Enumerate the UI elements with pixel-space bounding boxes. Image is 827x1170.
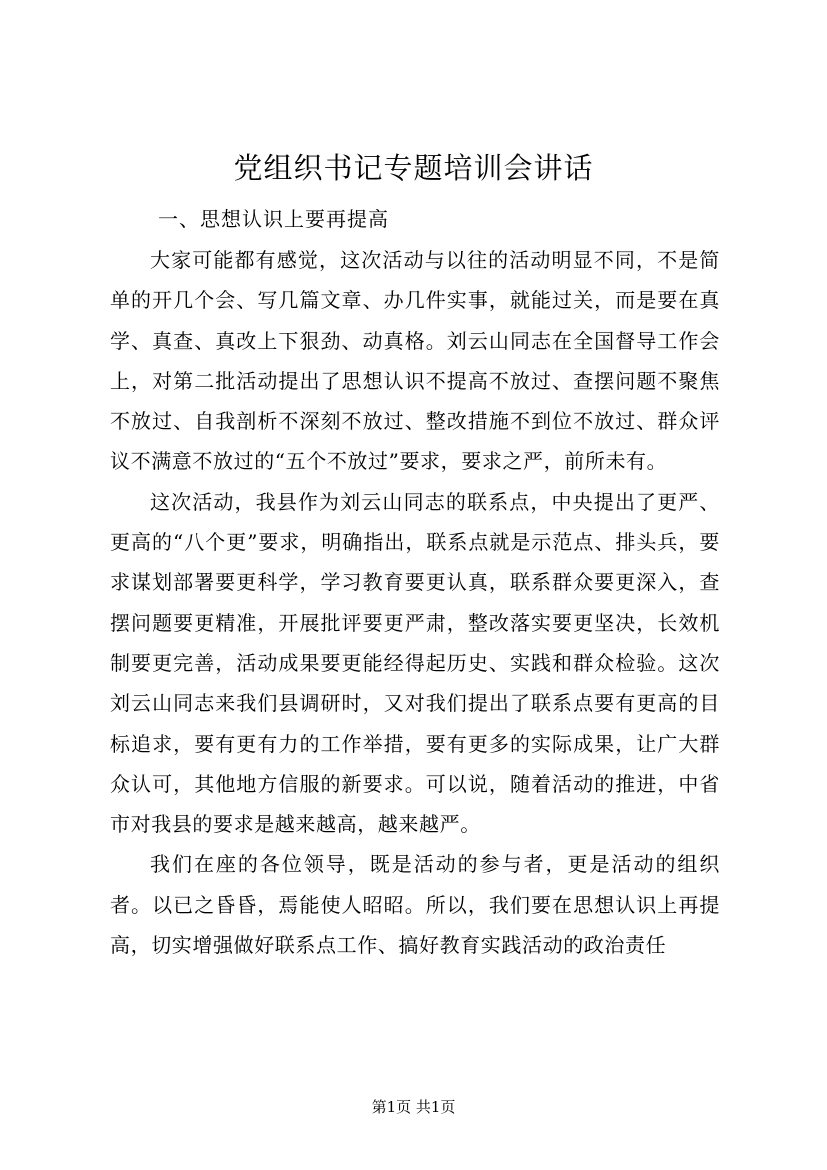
document-title: 党组织书记专题培训会讲话	[233, 151, 594, 185]
page-number-footer: 第1页 共1页	[371, 1098, 456, 1116]
paragraph-3: 我们在座的各位领导，既是活动的参与者，更是活动的组织者。以已之昏昏，焉能使人昭昭。所以，我们要在思想认识上再提高，切实增强做好联系点工作、搞好教育实践活动的政治责任	[110, 852, 720, 958]
paragraph-2: 这次活动，我县作为刘云山同志的联系点，中央提出了更严、更高的“八个更”要求，明确指出，联系点就是示范点、排头兵，要求谋划部署要更科学，学习教育要更认真，联系群众要更深入，查摆问题要更精准，开展批评要更严肃，整改落实要更坚决，长效机制要更完善，活动成果要更能经得起历史、实践和群众检验。这次刘云山同志来我们县调研时，又对我们提出了联系点要有更高的目标追求，要有更有力的工作举措，要有更多的实际成果，让广大群众认可，其他地方信服的新要求。可以说，随着活动的推进，中省市对我县的要求是越来越高，越来越严。	[110, 489, 720, 837]
section-heading: 一、思想认识上要再提高	[158, 207, 389, 231]
document-body	[110, 240, 720, 965]
paragraph-1: 大家可能都有感觉，这次活动与以往的活动明显不同，不是简单的开几个会、写几篇文章、办几件实事，就能过关，而是要在真学、真查、真改上下狠劲、动真格。刘云山同志在全国督导工作会上，对第二批活动提出了思想认识不提高不放过、查摆问题不聚焦不放过、自我剖析不深刻不放过、整改措施不到位不放过、群众评议不满意不放过的“五个不放过”要求，要求之严，前所未有。	[110, 248, 720, 474]
